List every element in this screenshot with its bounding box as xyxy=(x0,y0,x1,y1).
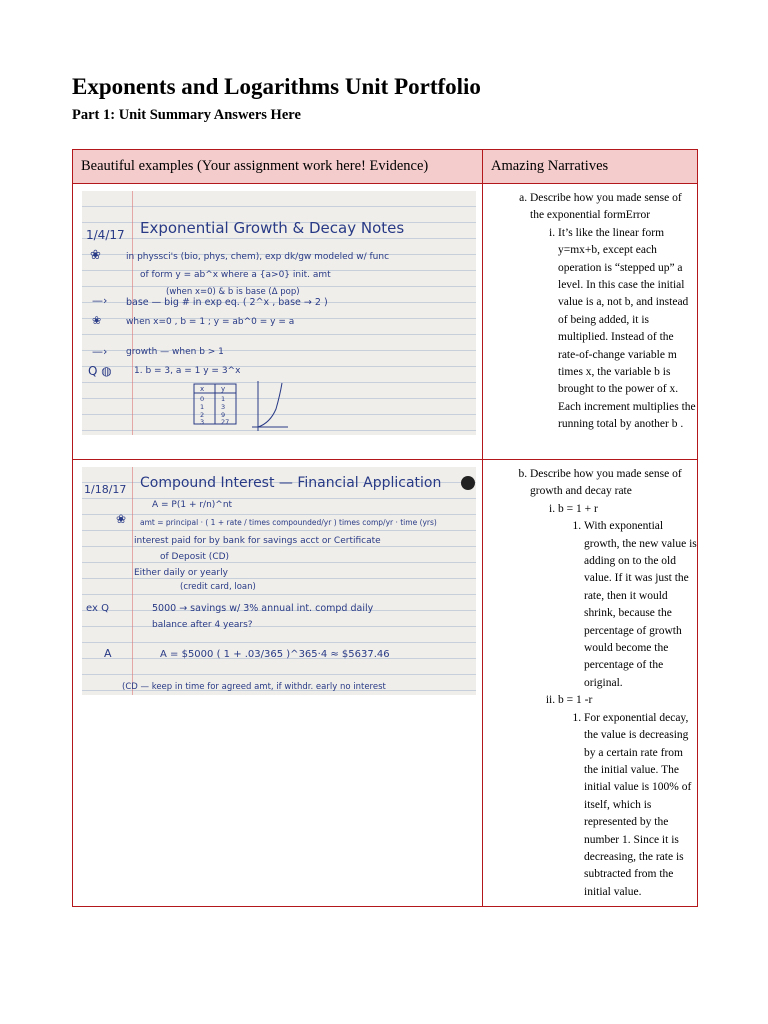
list-item: b. Describe how you made sense of growth and decay rate i. b = 1 + r 1. With exponential growth, the new value is adding on to the old value. If it was just the rate, then it would shrink, because the percentage of growth would become the percentage of the original. ii. b = 1 -r 1. For exponential decay, the value is decreasing by a certain rate from the initial value. The initial value is 100% of itself, which is represented by the number 1. Since it is decreasing, the rate is subtracted from the initial value. xyxy=(530,466,697,901)
page-title: Exponents and Logarithms Unit Portfolio xyxy=(72,74,481,99)
notes-line: of form y = ab^x where a {a>0} init. amt xyxy=(140,270,331,280)
notes-title: Compound Interest — Financial Application xyxy=(140,475,442,491)
notes-line: in physsci's (bio, phys, chem), exp dk/gw modeled w/ func xyxy=(126,252,390,262)
narrative-cell xyxy=(483,184,698,460)
svg-text:—›: —› xyxy=(92,294,108,307)
list-item: 1. With exponential growth, the new value is adding on to the old value. If it was just the rate, then it would shrink, because the percentage of growth would become the percentage of the original. xyxy=(584,518,697,692)
svg-text:x: x xyxy=(200,385,205,393)
svg-text:Q ◍: Q ◍ xyxy=(88,364,112,378)
notes-line: when x=0 , b = 1 ; y = ab^0 = y = a xyxy=(126,317,295,327)
narrative-cell xyxy=(483,460,698,907)
notes-photo-compound-interest xyxy=(82,467,476,695)
notes-line: A = P(1 + r/n)^nt xyxy=(152,500,233,510)
notes-line: growth — when b > 1 xyxy=(126,347,224,357)
svg-text:1: 1 xyxy=(200,403,205,411)
notes-date: 1/4/17 xyxy=(86,228,125,242)
table-row xyxy=(73,460,698,907)
notes-xy-table xyxy=(194,384,236,426)
svg-text:❀: ❀ xyxy=(90,248,101,263)
list-item: a. Describe how you made sense of the exponential formError i. It’s like the linear form y=mx+b, except each operation is “stepped up” a level. In this case the initial value is a, not b, and instead of being added, it is multiplied. Instead of the rate-of-change variable m times x, the variable b is brought to the power of x. Each increment multiplies the running total by another b . xyxy=(530,190,697,434)
svg-text:3: 3 xyxy=(200,418,205,426)
notes-sketch-graph xyxy=(252,381,288,431)
notes-line: amt = principal · ( 1 + rate / times compounded/yr ) times comp/yr · time (yrs) xyxy=(140,518,437,527)
examples-cell xyxy=(73,460,483,907)
notes-line: Either daily or yearly xyxy=(134,568,228,578)
svg-text:❀: ❀ xyxy=(92,314,102,327)
svg-text:0: 0 xyxy=(200,395,205,403)
notes-line: (CD — keep in time for agreed amt, if withdr. early no interest xyxy=(122,682,386,692)
notes-title: Exponential Growth & Decay Notes xyxy=(140,219,405,237)
svg-text:3: 3 xyxy=(221,403,226,411)
handwritten-notes xyxy=(82,191,476,435)
table-header-row xyxy=(73,150,698,184)
handwritten-notes xyxy=(82,467,476,695)
notes-line: 5000 → savings w/ 3% annual int. compd daily xyxy=(152,603,374,614)
narrative-list xyxy=(483,190,697,434)
notes-line: balance after 4 years? xyxy=(152,620,253,630)
svg-text:y: y xyxy=(221,385,226,393)
table-row xyxy=(73,184,698,460)
notes-line: (credit card, loan) xyxy=(180,582,256,592)
narrative-list xyxy=(483,466,697,901)
svg-text:2: 2 xyxy=(200,411,205,419)
notes-line: A = $5000 ( 1 + .03/365 )^365·4 ≈ $5637.46 xyxy=(160,649,390,660)
part-heading: Part 1: Unit Summary Answers Here xyxy=(72,107,301,123)
notes-photo-exponential xyxy=(82,191,476,435)
notes-line: of Deposit (CD) xyxy=(160,552,230,562)
svg-text:9: 9 xyxy=(221,411,226,419)
list-item: 1. For exponential decay, the value is decreasing by a certain rate from the initial value. The initial value is 100% of itself, which is represented by the number 1. Since it is decreasing, the rate is subtracted from the initial value. xyxy=(584,710,697,901)
svg-text:27: 27 xyxy=(221,418,230,426)
portfolio-table xyxy=(72,149,698,907)
notes-line: 1. b = 3, a = 1 y = 3^x xyxy=(134,366,241,376)
examples-cell xyxy=(73,184,483,460)
svg-text:A: A xyxy=(104,647,112,660)
svg-text:—›: —› xyxy=(92,345,108,358)
header-narratives: Amazing Narratives xyxy=(483,150,698,184)
header-examples: Beautiful examples (Your assignment work here! Evidence) xyxy=(73,150,483,184)
notes-date: 1/18/17 xyxy=(84,483,127,496)
notes-line: (when x=0) & b is base (Δ pop) xyxy=(166,287,300,297)
notes-line: interest paid for by bank for savings acct or Certificate xyxy=(134,536,381,546)
list-item: i. It’s like the linear form y=mx+b, except each operation is “stepped up” a level. In this case the initial value is a, not b, and instead of being added, it is multiplied. Instead of the rate-of-change variable m times x, the variable b is brought to the power of x. Each increment multiplies the running total by another b . xyxy=(558,225,697,434)
svg-text:❀: ❀ xyxy=(116,512,127,526)
list-item: ii. b = 1 -r 1. For exponential decay, the value is decreasing by a certain rate from the initial value. The initial value is 100% of itself, which is represented by the number 1. Since it is decreasing, the rate is subtracted from the initial value. xyxy=(558,692,697,901)
notes-line: base — big # in exp eq. ( 2^x , base → 2 ) xyxy=(126,297,328,308)
svg-text:ex Q: ex Q xyxy=(86,603,109,614)
list-item: i. b = 1 + r 1. With exponential growth, the new value is adding on to the old value. If it was just the rate, then it would shrink, because the percentage of growth would become the percentage of the original. xyxy=(558,501,697,692)
svg-text:1: 1 xyxy=(221,395,226,403)
